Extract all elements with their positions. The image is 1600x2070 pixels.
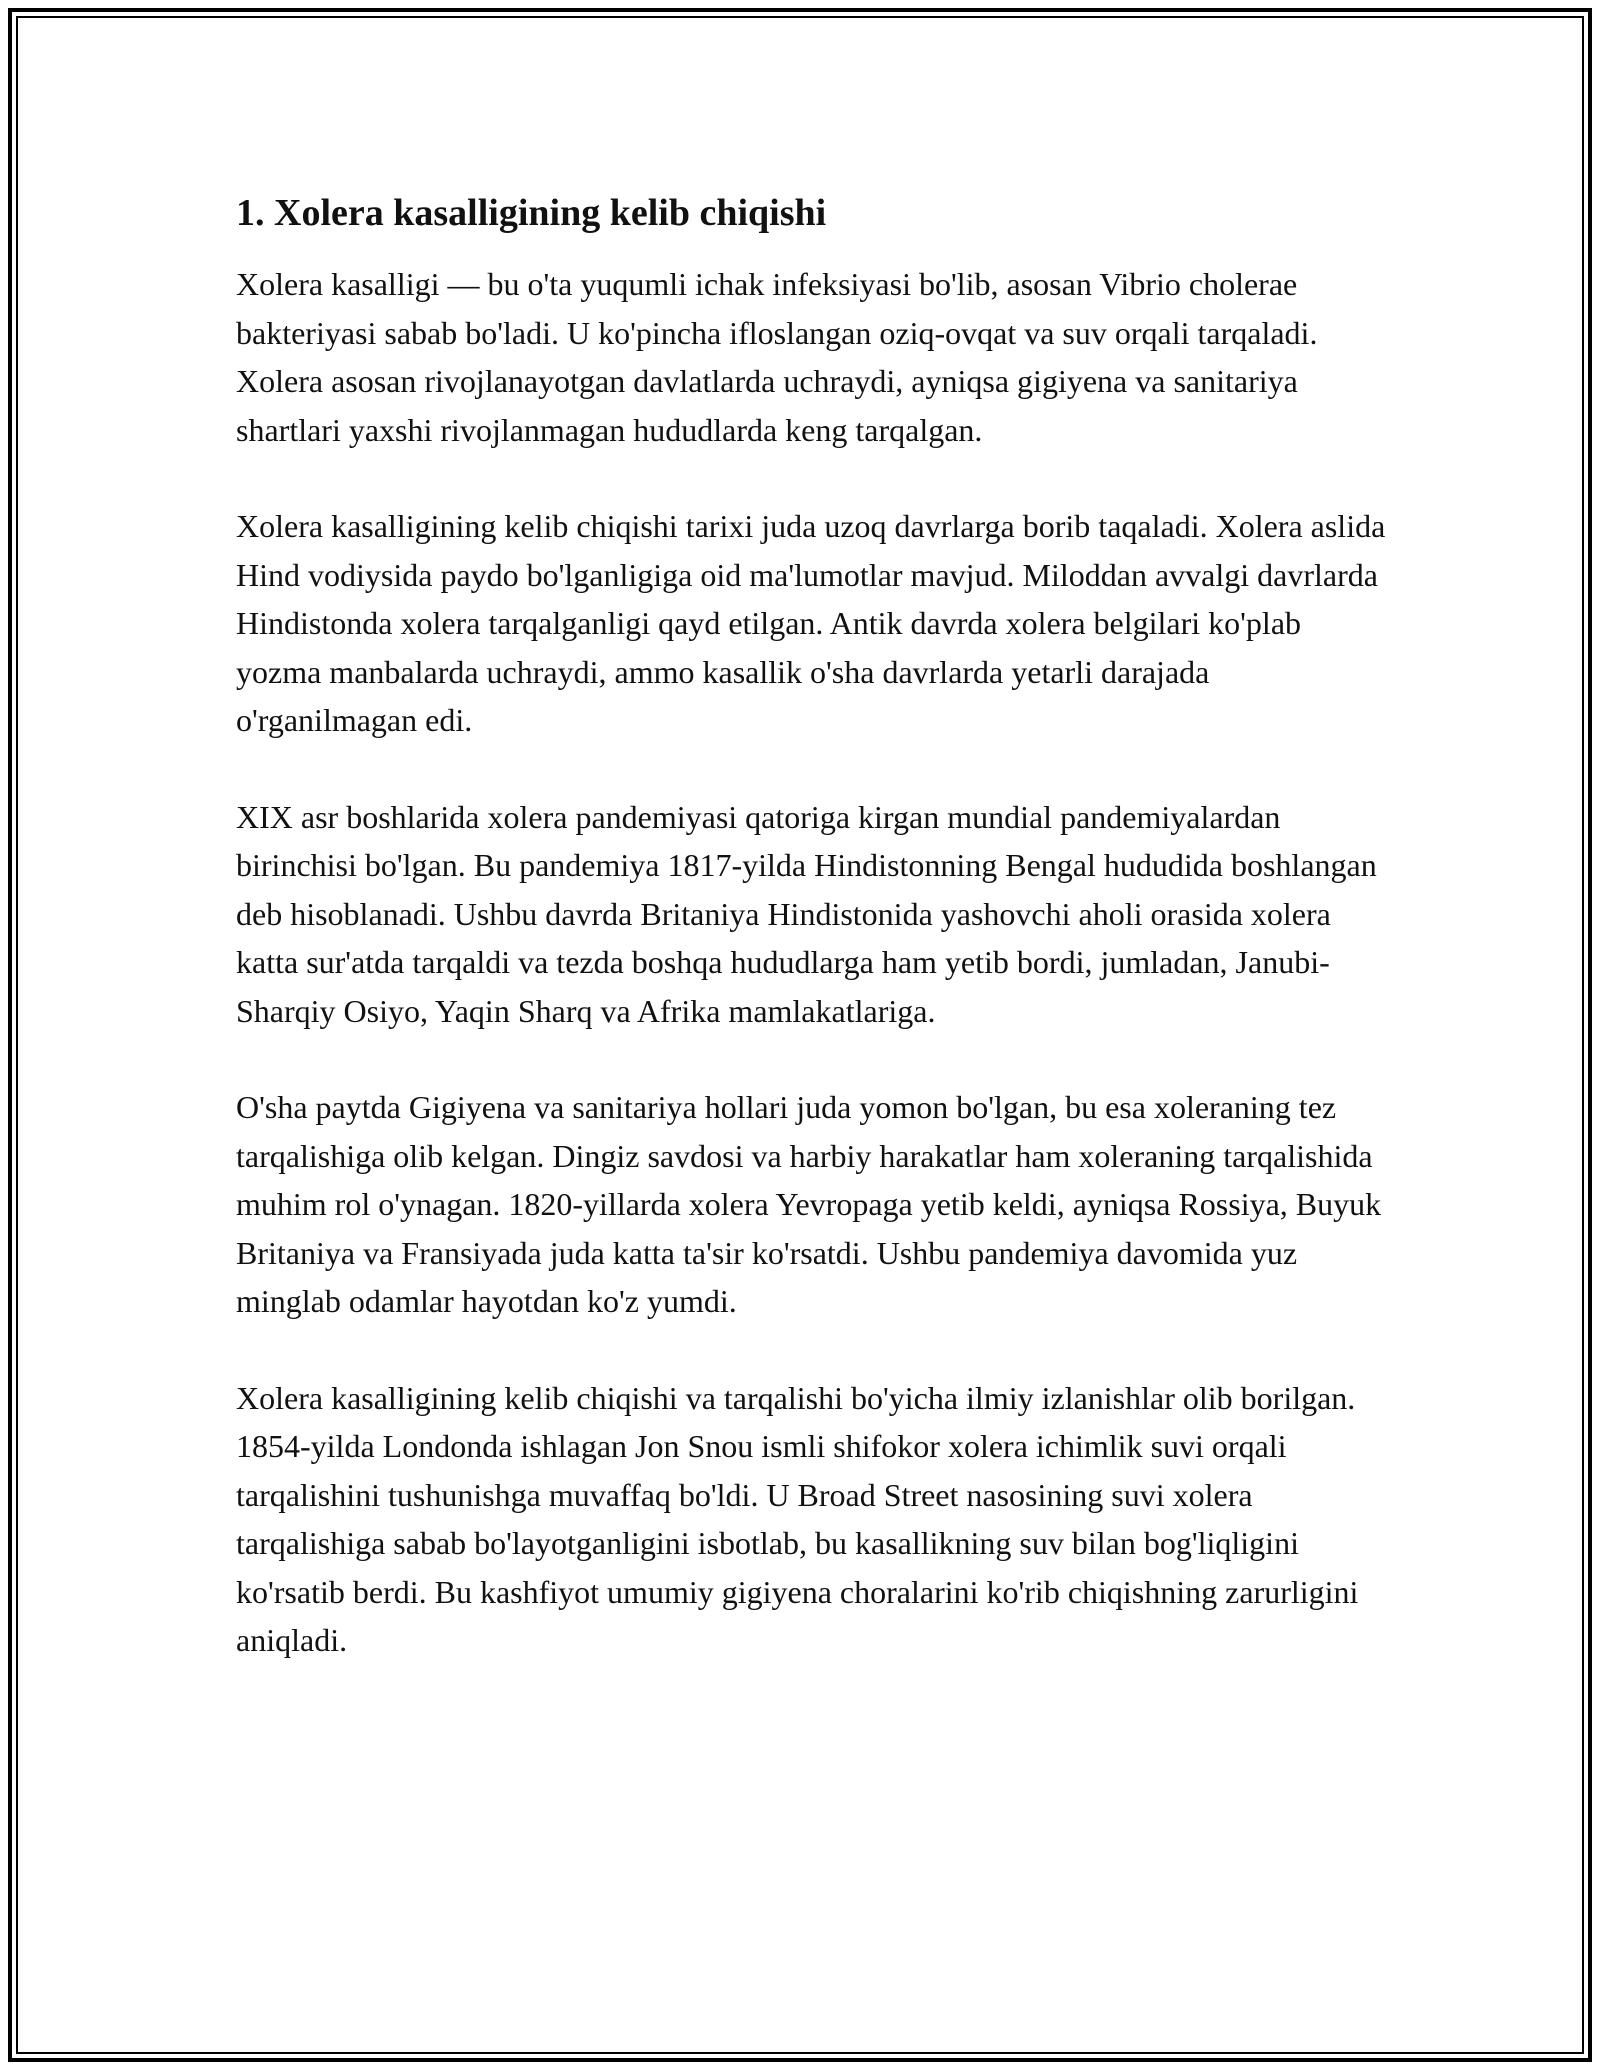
paragraph-1: Xolera kasalligi — bu o'ta yuqumli ichak infeksiyasi bo'lib, asosan Vibrio cholerae bakteriyasi sabab bo'ladi. U ko'pincha ifloslangan oziq-ovqat va suv orqali tarqaladi. Xolera asosan rivojlanayotgan davlatlarda uchraydi, ayniqsa gigiyena va sanitariya shartlari yaxshi rivojlanmagan hududlarda keng tarqalgan.: [236, 266, 1318, 448]
paragraph-3: XIX asr boshlarida xolera pandemiyasi qatoriga kirgan mundial pandemiyalardan birinchisi bo'lgan. Bu pandemiya 1817-yilda Hindistonning Bengal hududida boshlangan deb hisoblanadi. Ushbu davrda Britaniya Hindistonida yashovchi aholi orasida xolera katta sur'atda tarqaldi va tezda boshqa hududlarga ham yetib bordi, jumladan, Janubi-Sharqiy Osiyo, Yaqin Sharq va Afrika mamlakatlariga.: [236, 798, 1377, 1029]
paragraph-5: Xolera kasalligining kelib chiqishi va tarqalishi bo'yicha ilmiy izlanishlar olib borilgan. 1854-yilda Londonda ishlagan Jon Snou ismli shifokor xolera ichimlik suvi orqali tarqalishini tushunishga muvaffaq bo'ldi. U Broad Street nasosining suvi xolera tarqalishiga sabab bo'layotganligini isbotlab, bu kasallikning suv bilan bog'liqligini ko'rsatib berdi. Bu kashfiyot umumiy gigiyena choralarini ko'rib chiqishning zarurligini aniqladi.: [236, 1379, 1359, 1658]
document-body: [236, 190, 1386, 1713]
paragraph-4: O'sha paytda Gigiyena va sanitariya hollari juda yomon bo'lgan, bu esa xoleraning tez tarqalishiga olib kelgan. Dingiz savdosi va harbiy harakatlar ham xoleraning tarqalishida muhim rol o'ynagan. 1820-yillarda xolera Yevropaga yetib keldi, ayniqsa Rossiya, Buyuk Britaniya va Fransiyada juda katta ta'sir ko'rsatdi. Ushbu pandemiya davomida yuz minglab odamlar hayotdan ko'z yumdi.: [236, 1089, 1382, 1319]
section-heading: 1. Xolera kasalligining kelib chiqishi: [236, 192, 827, 234]
paragraph-2: Xolera kasalligining kelib chiqishi tarixi juda uzoq davrlarga borib taqaladi. Xolera aslida Hind vodiysida paydo bo'lganligiga oid ma'lumotlar mavjud. Miloddan avvalgi davrlarda Hindistonda xolera tarqalganligi qayd etilgan. Antik davrda xolera belgilari ko'plab yozma manbalarda uchraydi, ammo kasallik o'sha davrlarda yetarli darajada o'rganilmagan edi.: [236, 508, 1386, 738]
